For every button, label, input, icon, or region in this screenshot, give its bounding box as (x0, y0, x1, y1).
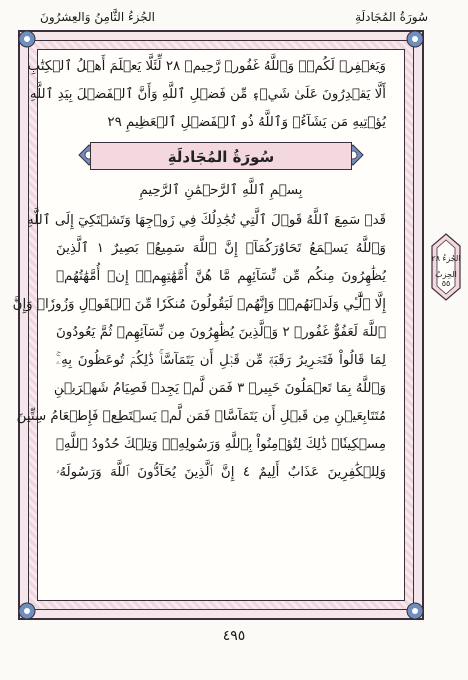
text-line: ٱللَّهَ لَعَفُوٌّ غَفُورٞ ٢ وَٱلَّذِينَ يُظَٰهِرُونَ مِن نِّسَآئِهِمۡ ثُمَّ يَعُودُونَ (56, 325, 386, 340)
side-juz-label: الجُزءُ ٢٨ (431, 254, 461, 263)
side-marker (430, 232, 462, 302)
text-line: يُظَٰهِرُونَ مِنكُم مِّن نِّسَآئِهِم مَّا هُنَّ أُمَّهَٰتِهِمۡۖ إِنۡ أُمَّهَٰتُهُمۡ (56, 269, 386, 284)
text-line: وَيَغۡفِرۡ لَكُمۡۚ وَٱللَّهُ غَفُورٞ رَّحِيمٞ ٢٨ لِّئَلَّا يَعۡلَمَ أَهۡلُ ٱلۡكِتَٰبِ (27, 59, 386, 74)
text-line: قَدۡ سَمِعَ ٱللَّهُ قَوۡلَ ٱلَّتِي تُجَٰدِلُكَ فِي زَوۡجِهَا وَتَشۡتَكِيٓ إِلَى ٱللَّهِ (27, 213, 386, 228)
side-hizb-label: الحِزبُ ٥٥ (435, 270, 457, 288)
surah-banner-title: سُورَةُ المُجَادلَةِ (167, 148, 275, 166)
page-frame (12, 30, 424, 620)
text-line: وَٱللَّهُ بِمَا تَعۡمَلُونَ خَبِيرٞ ٣ فَمَن لَّمۡ يَجِدۡ فَصِيَامُ شَهۡرَيۡنِ (53, 381, 386, 396)
hizb-marker-icon (430, 232, 462, 302)
page-number: ٤٩٥ (222, 628, 246, 644)
surah-title: سُورَةُ المُجَادلَةِ (355, 10, 428, 24)
text-line: أَلَّا يَقۡدِرُونَ عَلَىٰ شَيۡءٖ مِّن فَضۡلِ ٱللَّهِ وَأَنَّ ٱلۡفَضۡلَ بِيَدِ ٱللَّهِ (29, 87, 386, 102)
text-area (12, 49, 405, 601)
text-line: لِمَا قَالُواْ فَتَحۡرِيرُ رَقَبَةٖ مِّن قَبۡلِ أَن يَتَمَآسَّاۚ ذَٰلِكُمۡ تُوعَظُونَ بِهِۦۚ (56, 353, 386, 368)
text-line: وَلِلۡكَٰفِرِينَ عَذَابٌ أَلِيمٌ ٤ إِنَّ ٱلَّذِينَ يُحَآدُّونَ ٱللَّهَ وَرَسُولَهُۥ (56, 465, 386, 480)
corner-ornament-icon (404, 600, 426, 622)
text-line: يُؤۡتِيهِ مَن يَشَآءُۚ وَٱللَّهُ ذُو ٱلۡفَضۡلِ ٱلۡعَظِيمِ ٢٩ (107, 115, 386, 130)
banner-box (90, 142, 352, 170)
corner-ornament-icon (404, 28, 426, 50)
basmala: بِسۡمِ ٱللَّهِ ٱلرَّحۡمَٰنِ ٱلرَّحِيمِ (139, 183, 303, 198)
text-line: إِلَّا ٱلَّٰٓـِٔي وَلَدۡنَهُمۡۚ وَإِنَّهُمۡ لَيَقُولُونَ مُنكَرٗا مِّنَ ٱلۡقَوۡلِ وَزُورٗاۚ وَإِنَّ (12, 297, 386, 312)
text-line: وَٱللَّهُ يَسۡمَعُ تَحَاوُرَكُمَآۚ إِنَّ ٱللَّهَ سَمِيعُۢ بَصِيرٌ ١ ٱلَّذِينَ (56, 241, 386, 256)
text-line: مِسۡكِينٗاۚ ذَٰلِكَ لِتُؤۡمِنُواْ بِٱللَّهِ وَرَسُولِهِۦۚ وَتِلۡكَ حُدُودُ ٱللَّهِۗ (55, 437, 386, 452)
page-header (0, 6, 468, 32)
surah-banner (78, 138, 364, 174)
juz-title: الجُزءُ الثَّامِنُ وَالعِشرُونَ (40, 10, 155, 24)
corner-ornament-icon (16, 600, 38, 622)
frame-pattern (12, 40, 414, 610)
text-line: مُتَتَابِعَيۡنِ مِن قَبۡلِ أَن يَتَمَآسَّاۖ فَمَن لَّمۡ يَسۡتَطِعۡ فَإِطۡعَامُ سِتِّينَ (16, 409, 386, 424)
corner-ornament-icon (16, 28, 38, 50)
